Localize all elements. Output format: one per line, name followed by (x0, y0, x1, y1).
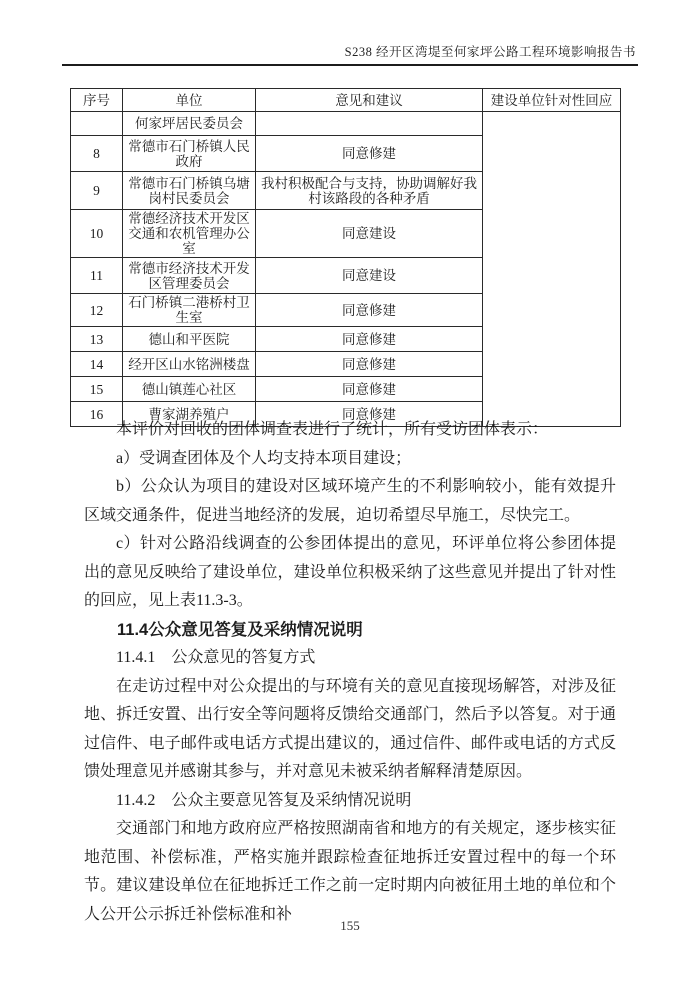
cell-opinion: 同意修建 (256, 402, 483, 427)
cell-opinion (256, 112, 483, 136)
cell-opinion: 我村积极配合与支持，协助调解好我村该路段的各种矛盾 (256, 172, 483, 210)
cell-no: 16 (71, 402, 123, 427)
cell-no: 13 (71, 327, 123, 352)
cell-opinion: 同意建设 (256, 210, 483, 258)
page-number: 155 (340, 918, 360, 933)
col-header-no: 序号 (71, 89, 123, 112)
cell-no: 11 (71, 258, 123, 294)
table-row (71, 112, 621, 136)
running-head: S238 经开区湾堤至何家坪公路工程环境影响报告书 (344, 45, 636, 59)
cell-unit: 常德市经济技术开发区管理委员会 (123, 258, 256, 294)
cell-opinion: 同意修建 (256, 377, 483, 402)
cell-no (71, 112, 123, 136)
cell-unit: 德山和平医院 (123, 327, 256, 352)
cell-unit: 经开区山水铭洲楼盘 (123, 352, 256, 377)
col-header-opinion: 意见和建议 (256, 89, 483, 112)
cell-unit: 常德经济技术开发区交通和农机管理办公室 (123, 210, 256, 258)
col-header-unit: 单位 (123, 89, 256, 112)
cell-no: 15 (71, 377, 123, 402)
cell-no: 10 (71, 210, 123, 258)
col-header-response: 建设单位针对性回应 (483, 89, 621, 112)
cell-opinion: 同意建设 (256, 258, 483, 294)
table-header-row (71, 89, 621, 112)
header-rule (62, 64, 638, 66)
cell-opinion: 同意修建 (256, 294, 483, 327)
list-item-a: a）受调查团体及个人均支持本项目建设； (116, 449, 412, 467)
list-item-c: c）针对公路沿线调查的公参团体提出的意见，环评单位将公参团体提出的意见反映给了建设单位，建设单位积极采纳了这些意见并提出了针对性的回应，见上表11.3-3。 (84, 535, 616, 609)
public-opinion-table (70, 88, 621, 427)
cell-no: 9 (71, 172, 123, 210)
paragraph-11-4-2: 交通部门和地方政府应严格按照湖南省和地方的有关规定，逐步核实征地范围、补偿标准，严格实施并跟踪检查征地拆迁安置过程中的每一个环节。建议建设单位在征地拆迁工作之前一定时期内向被征用土地的单位和个人公开公示拆迁补偿标准和补 (84, 820, 616, 923)
cell-unit: 曹家湖养殖户 (123, 402, 256, 427)
heading-11-4-1: 11.4.1 公众意见的答复方式 (116, 649, 316, 666)
cell-unit: 何家坪居民委员会 (123, 112, 256, 136)
cell-opinion: 同意修建 (256, 136, 483, 172)
heading-11-4-2: 11.4.2 公众主要意见答复及采纳情况说明 (116, 791, 412, 809)
cell-no: 12 (71, 294, 123, 327)
cell-no: 14 (71, 352, 123, 377)
cell-unit: 德山镇莲心社区 (123, 377, 256, 402)
paragraph-11-4-1: 在走访过程中对公众提出的与环境有关的意见直接现场解答，对涉及征地、拆迁安置、出行安全等问题将反馈给交通部门，然后予以答复。对于通过信件、电子邮件或电话方式提出建议的，通过信件、邮件或电话的方式反馈处理意见并感谢其参与，并对意见未被采纳者解释清楚原因。 (84, 677, 616, 780)
paragraph-survey-summary: 本评价对回收的团体调查表进行了统计，所有受访团体表示： (116, 421, 549, 438)
list-item-b: b）公众认为项目的建设对区域环境产生的不利影响较小，能有效提升区域交通条件，促进当地经济的发展，迫切希望尽早施工，尽快完工。 (84, 478, 616, 524)
cell-unit: 常德市石门桥镇乌塘岗村民委员会 (123, 172, 256, 210)
cell-no: 8 (71, 136, 123, 172)
body-text (84, 416, 616, 929)
cell-opinion: 同意修建 (256, 352, 483, 377)
heading-11-4: 11.4公众意见答复及采纳情况说明 (117, 620, 363, 639)
cell-response-merged (483, 112, 621, 427)
cell-opinion: 同意修建 (256, 327, 483, 352)
cell-unit: 石门桥镇二港桥村卫生室 (123, 294, 256, 327)
cell-unit: 常德市石门桥镇人民政府 (123, 136, 256, 172)
